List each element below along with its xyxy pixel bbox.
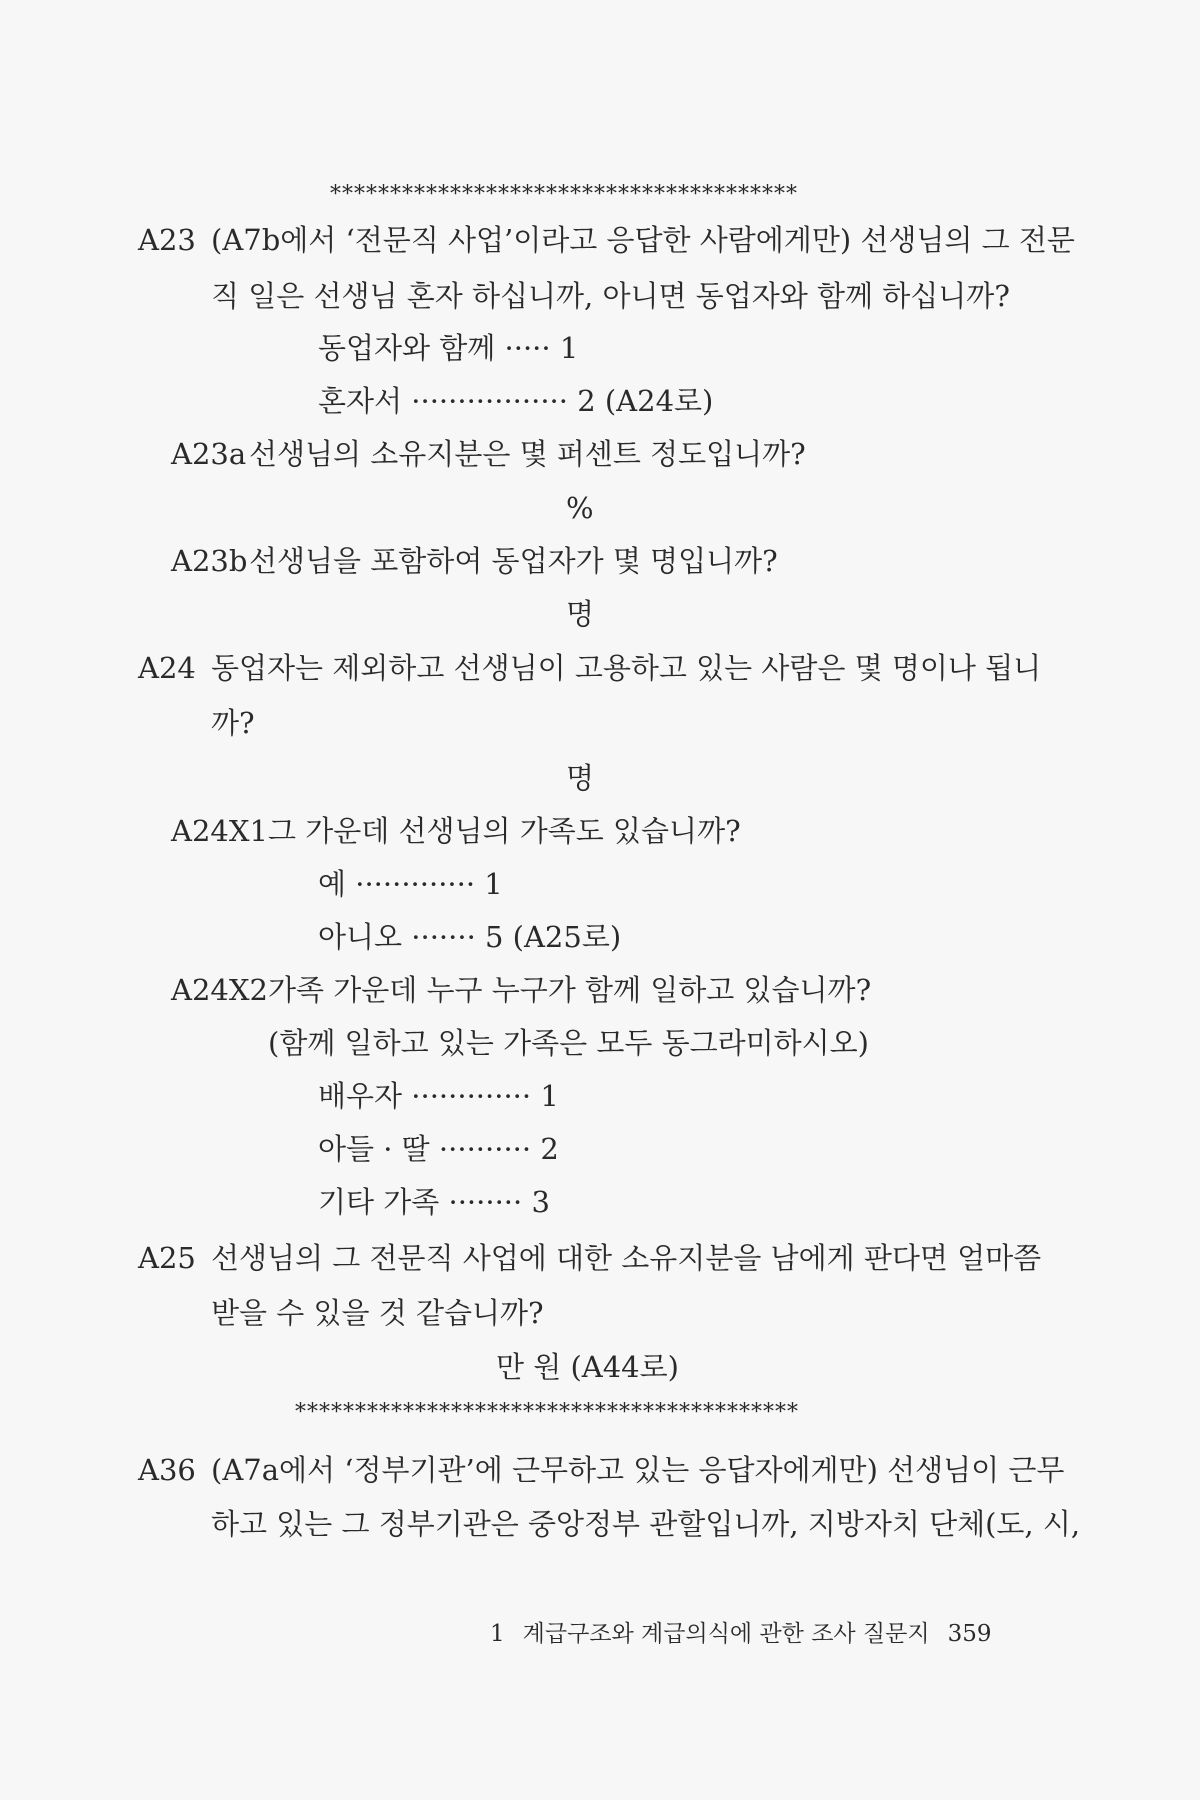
question-id: A24 [138,651,196,685]
question-a25-line2: 받을 수 있을 것 같습니까? [211,1296,544,1330]
question-a25-line1 [138,1240,1042,1276]
question-id: A23 [138,223,196,257]
question-a23-line2: 직 일은 선생님 혼자 하십니까, 아니면 동업자와 함께 하십니까? [211,279,1010,313]
question-id: A36 [138,1453,196,1487]
answer-option: 아니오 ······· 5 (A25로) [318,920,622,954]
question-text: 그 가운데 선생님의 가족도 있습니까? [268,814,741,848]
instruction-note: (함께 일하고 있는 가족은 모두 동그라미하시오) [268,1026,869,1060]
answer-option: 배우자 ············· 1 [318,1079,559,1113]
answer-unit: 명 [566,761,595,795]
answer-option: 동업자와 함께 ····· 1 [318,331,579,365]
question-a24x1 [171,813,741,849]
separator-top: *************************************** [330,182,798,207]
question-id: A24X1 [171,814,268,848]
question-a24-line1 [138,650,1042,686]
question-a36-line2: 하고 있는 그 정부기관은 중앙정부 관할입니까, 지방자치 단체(도, 시, [211,1507,1081,1541]
question-text: 선생님의 그 전문직 사업에 대한 소유지분을 남에게 판다면 얼마쯤 [211,1241,1042,1275]
question-text: 선생님을 포함하여 동업자가 몇 명입니까? [249,544,778,578]
chapter-number: 1 [490,1621,505,1647]
question-a24-line2: 까? [211,706,255,740]
question-text: 가족 가운데 누구 누구가 함께 일하고 있습니까? [268,973,872,1007]
question-id: A25 [138,1241,196,1275]
question-a24x2 [171,972,871,1008]
answer-unit: % [566,491,594,525]
answer-option: 기타 가족 ········ 3 [318,1185,550,1219]
question-id: A23a [171,437,247,471]
question-id: A23b [171,544,248,578]
question-text: (A7b에서 ‘전문직 사업’이라고 응답한 사람에게만) 선생님의 그 전문 [211,223,1075,257]
question-id: A24X2 [171,973,268,1007]
running-title: 계급구조와 계급의식에 관한 조사 질문지 [522,1621,930,1647]
question-text: 동업자는 제외하고 선생님이 고용하고 있는 사람은 몇 명이나 됩니 [211,651,1042,685]
answer-unit: 만 원 (A44로) [496,1350,679,1384]
answer-option: 아들 · 딸 ·········· 2 [318,1132,559,1166]
question-a36-line1 [138,1452,1065,1488]
question-a23b [171,543,778,579]
separator-middle: ****************************************** [295,1400,799,1425]
answer-option: 혼자서 ················· 2 (A24로) [318,384,714,418]
answer-unit: 명 [566,597,595,631]
answer-option: 예 ············· 1 [318,867,503,901]
question-a23-line1 [138,222,1075,258]
page-footer [490,1615,992,1648]
question-text: 선생님의 소유지분은 몇 퍼센트 정도입니까? [249,437,806,471]
question-text: (A7a에서 ‘정부기관’에 근무하고 있는 응답자에게만) 선생님이 근무 [211,1453,1065,1487]
question-a23a [171,436,806,472]
page-number: 359 [947,1621,992,1647]
